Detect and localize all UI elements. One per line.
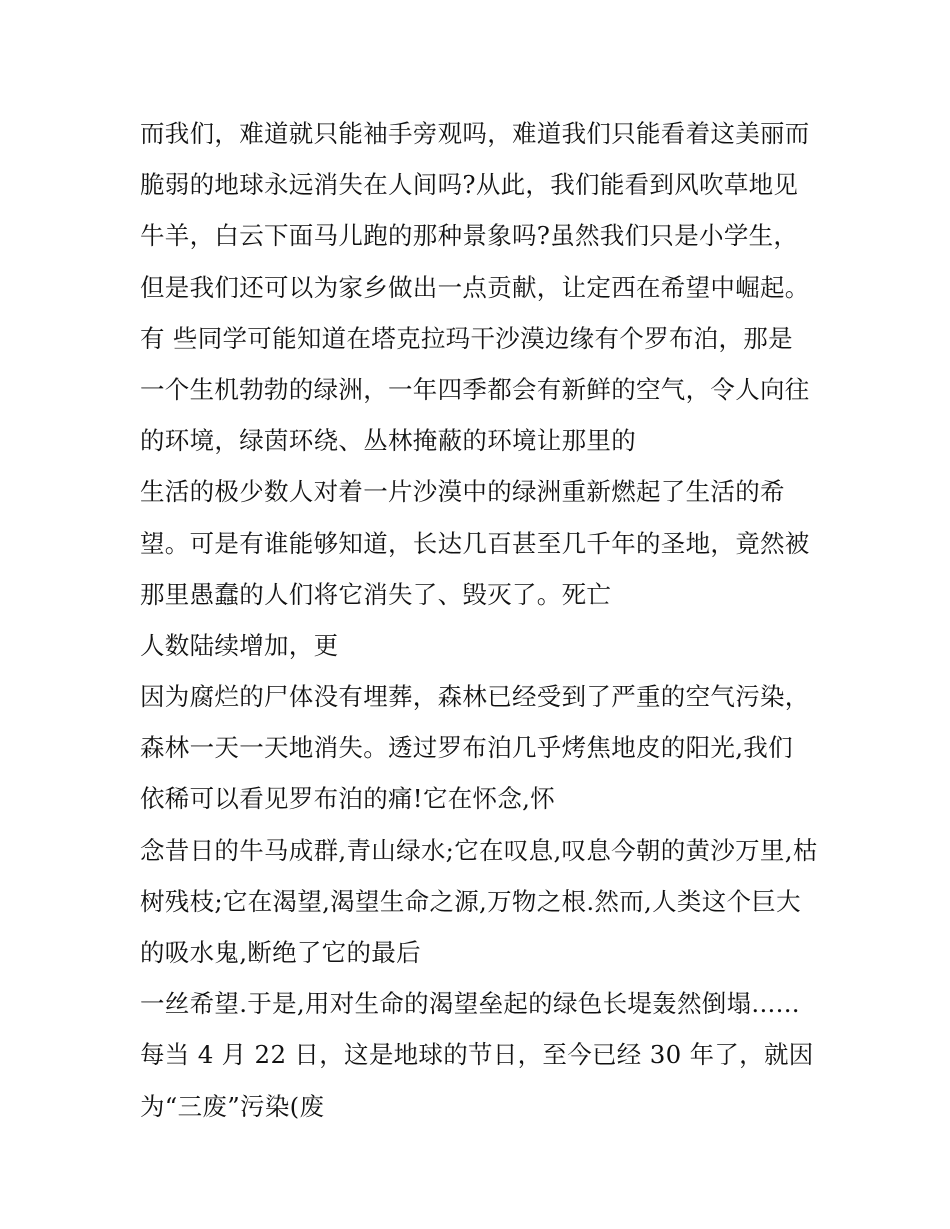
text-line: 一丝希望.于是,用对生命的渴望垒起的绿色长堤轰然倒塌......: [140, 989, 800, 1019]
text-line: 为“三废”污染(废: [140, 1091, 325, 1121]
text-line: 而我们，难道就只能袖手旁观吗，难道我们只能看着这美丽而: [140, 119, 810, 148]
text-line: 依稀可以看见罗布泊的痛!它在怀念,怀: [140, 784, 556, 814]
text-line: 那里愚蠢的人们将它消失了、毁灭了。死亡: [140, 579, 612, 609]
text-line: 有 些同学可能知道在塔克拉玛干沙漠边缘有个罗布泊，那是: [140, 323, 793, 353]
text-line: 但是我们还可以为家乡做出一点贡献，让定西在希望中崛起。: [140, 272, 810, 302]
text-line: 一个生机勃勃的绿洲，一年四季都会有新鲜的空气，令人向往: [140, 374, 810, 404]
text-line: 因为腐烂的尸体没有埋葬，森林已经受到了严重的空气污染，: [140, 682, 810, 712]
text-line: 望。可是有谁能够知道，长达几百甚至几千年的圣地，竟然被: [140, 528, 810, 558]
text-line: 的环境，绿茵环绕、丛林掩蔽的环境让那里的: [140, 426, 636, 456]
body-text: [140, 108, 830, 1132]
text-line: 的吸水鬼,断绝了它的最后: [140, 938, 421, 967]
text-line: 念昔日的牛马成群,青山绿水;它在叹息,叹息今朝的黄沙万里,枯: [140, 835, 818, 865]
text-line: 森林一天一天地消失。透过罗布泊几乎烤焦地皮的阳光,我们: [140, 733, 793, 763]
text-line: 树残枝;它在渴望,渴望生命之源,万物之根.然而,人类这个巨大: [140, 886, 801, 916]
text-line: 牛羊，白云下面马儿跑的那种景象吗?虽然我们只是小学生，: [140, 221, 799, 251]
text-line: 每当 4 月 22 日，这是地球的节日，至今已经 30 年了，就因: [140, 1040, 814, 1070]
text-line: 人数陆续增加，更: [140, 630, 339, 660]
text-line: 生活的极少数人对着一片沙漠中的绿洲重新燃起了生活的希: [140, 477, 785, 507]
text-line: 脆弱的地球永远消失在人间吗?从此，我们能看到风吹草地见: [140, 170, 799, 200]
